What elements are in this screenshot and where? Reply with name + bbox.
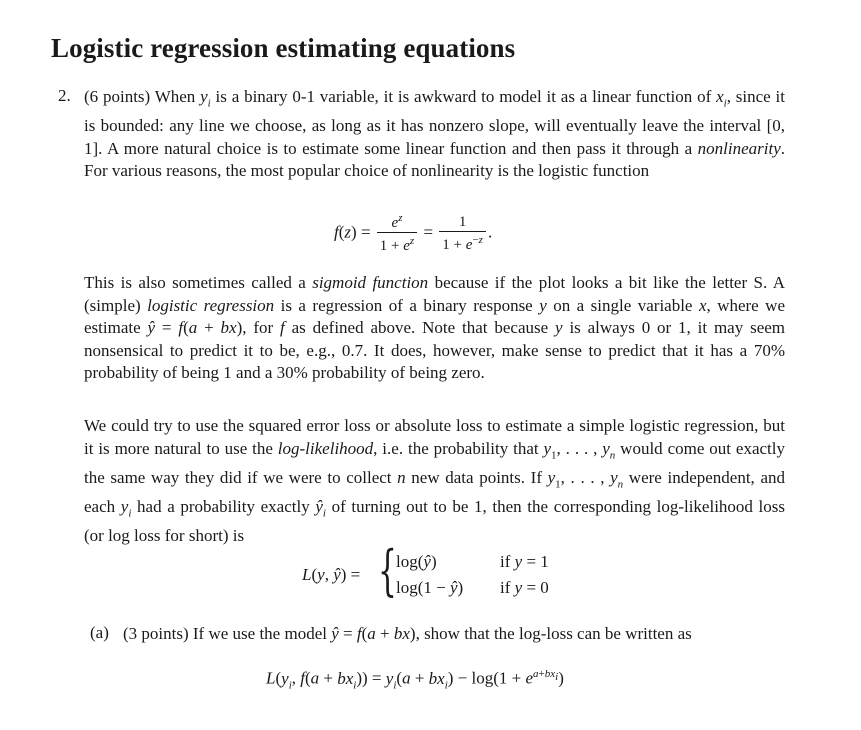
problem-points: (6 points) [84, 87, 151, 106]
part-a-points: (3 points) [123, 624, 189, 643]
log-loss-equation: L(y, ŷ) = { log(ŷ) if y = 1 log(1 − ŷ) if y = 0 [302, 539, 549, 602]
loss-paragraph: We could try to use the squared error loss or absolute loss to estimate a simple logistic regression, but it is more natural to use the log-likelihood, i.e. the probability that $y_1$, . . . , $y_n$ would come out exactly the same way they did if we were to collect n new data points. If $y_1$, . . . , $y_n$ were independent, and each $y_i$ had a probability exactly $ŷ_i$ of turning out to be 1, then the corresponding log-likelihood loss (or log loss for short) is [84, 416, 786, 545]
section-title: Logistic regression estimating equations [51, 33, 516, 63]
part-a-label: (a) [90, 623, 109, 642]
log-likelihood-term: log-likelihood [277, 438, 374, 458]
logistic-equation: f(z) = $\frac{e^z}{1 + e^z}$ = $\frac{1}{1 + e^{-z}}$ . [334, 212, 493, 254]
problem-number: 2. [58, 86, 71, 105]
sigmoid-term: sigmoid function [312, 273, 429, 292]
part-a-equation: $L(y_i$, $f(a + bx_i)) = y_i(a + bx_i) - \log(1 + e^{a+bx_i})$ [266, 668, 564, 692]
sigmoid-paragraph: This is also sometimes called a sigmoid function because if the plot looks a bit like the letter S. A (simple) logistic regression is a regression of a binary response y on a single variable x, where we estimate ŷ = f(a + bx), for f as defined above. Note that because y is always 0 or 1, it may seem nonsensical to predict it to be, e.g., 0.7. It does, however, make sense to predict that it has a 70% probability of being 1 and a 30% probability of being zero. [84, 273, 786, 383]
nonlinearity-term: nonlinearity [697, 138, 781, 158]
intro-paragraph: (6 points) When $y_i$ is a binary 0-1 variable, it is awkward to model it as a linear function of $x_i$, since it is bounded: any line we choose, as long as it has nonzero slope, will eventually leave the interval [0, 1]. A more natural choice is to estimate some linear function and then pass it through a nonlinearity. For various reasons, the most popular choice of nonlinearity is the logistic function [84, 87, 785, 181]
logistic-regression-term: logistic regression [147, 295, 275, 315]
part-a-text: (3 points) If we use the model ŷ = f(a + bx), show that the log-loss can be written as [123, 624, 692, 643]
